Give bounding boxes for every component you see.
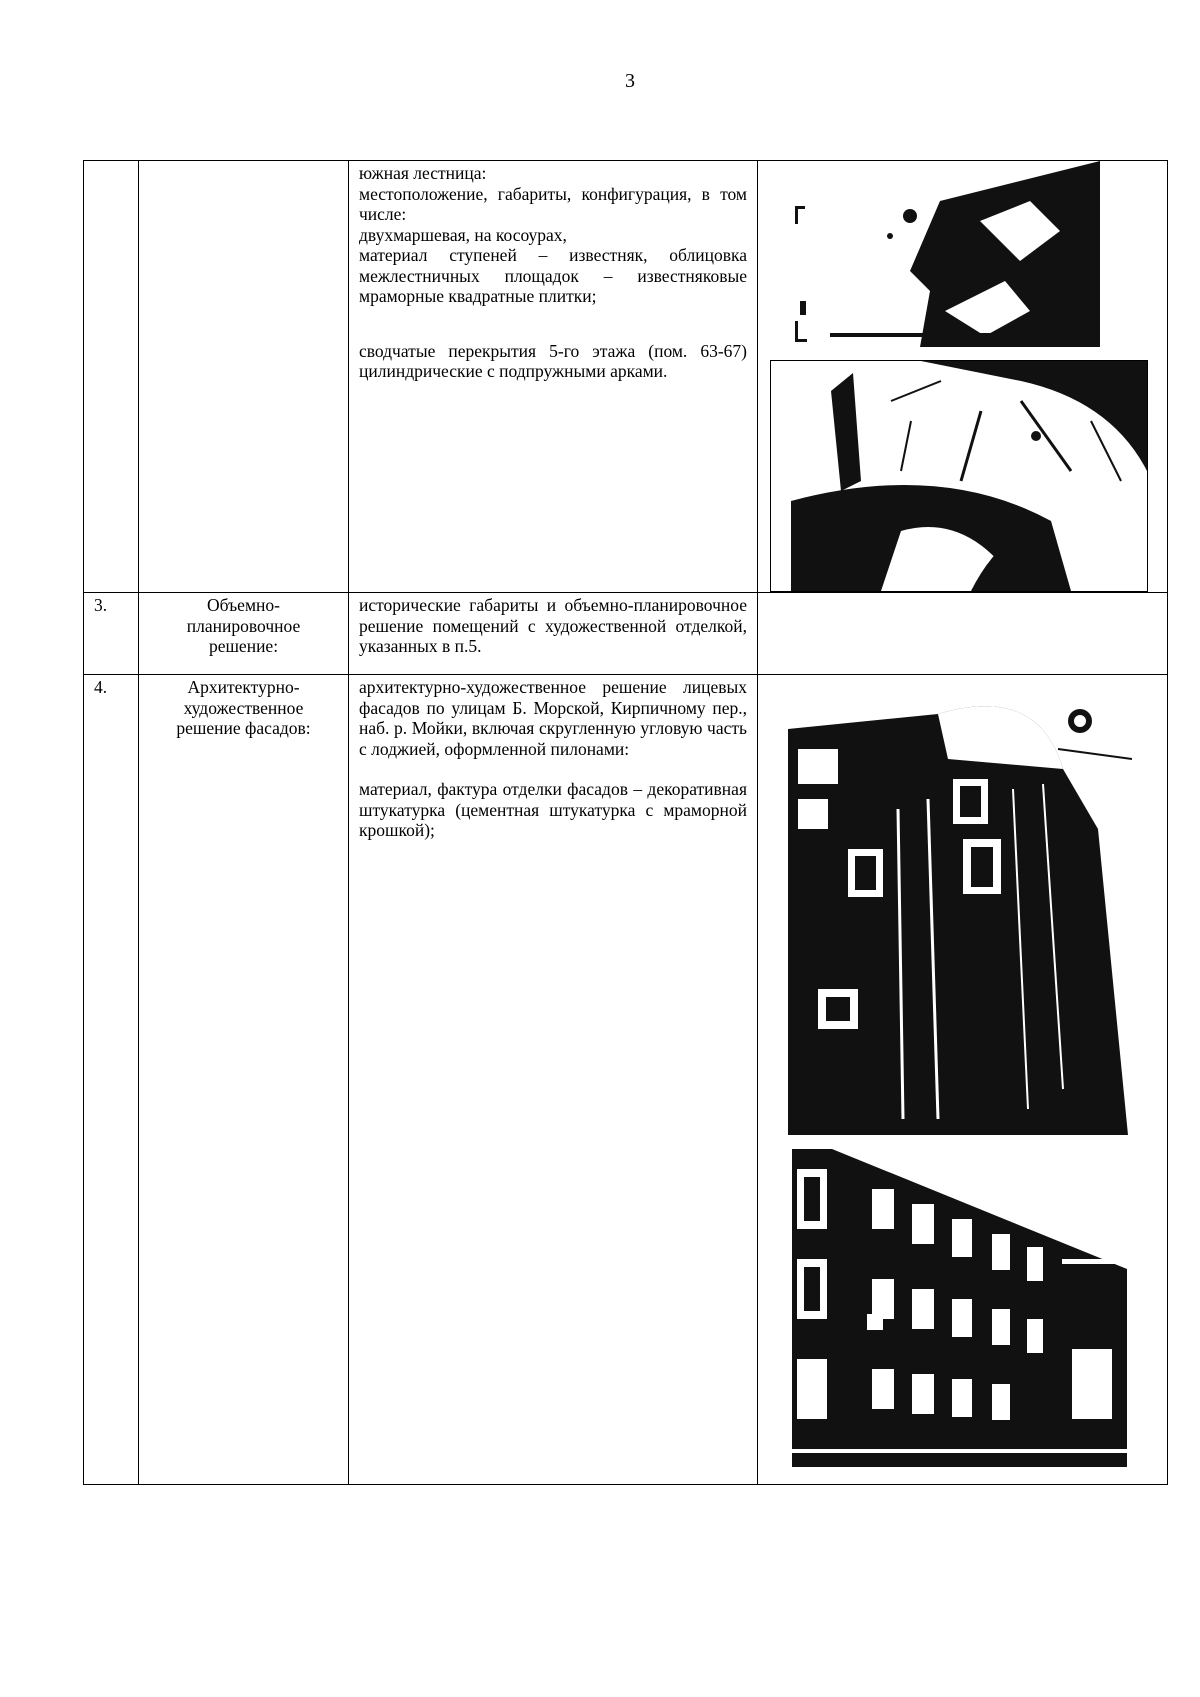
description-line: материал ступеней – известняк, облицовка межлестничных площадок – известняковые мраморные квадратные плитки; [359,245,747,306]
vault-photo [770,360,1148,592]
row-number: 3. [84,593,139,675]
row-description [349,593,758,675]
description-line: сводчатые перекрытия 5-го этажа (пом. 63-67) цилиндрические с подпружными арками. [359,340,747,381]
table-row [84,593,1168,675]
description-line: двухмаршевая, на косоурах, [359,224,567,245]
photo-cell [758,675,1168,1485]
monument-subject-table [83,160,1168,1485]
description-line: материал, фактура отделки фасадов – декоративная штукатурка (цементная штукатурка с мраморной крошкой); [359,779,747,840]
row-number [84,161,139,593]
description-line: южная лестница: [359,163,487,183]
staircase-photo [770,161,1100,347]
photo-cell [758,593,1168,675]
page-number: 3 [625,70,635,92]
street-facade-photo [792,1149,1127,1467]
row-description [349,161,758,593]
photo-cell [758,161,1168,593]
table-row [84,161,1168,593]
row-number: 4. [84,675,139,1485]
row-title [139,161,349,593]
corner-facade-photo [788,689,1132,1135]
table-row [84,675,1168,1485]
description-line: архитектурно-художественное решение лицевых фасадов по улицам Б. Морской, Кирпичному пер., наб. р. Мойки, включая скругленную угловую часть с лоджией, оформленной пилонами: [359,677,747,759]
row-description [349,675,758,1485]
description-line: исторические габариты и объемно-планировочное решение помещений с художественной отделкой, указанных в п.5. [359,595,747,656]
row-title: Объемно-планировочное решение: [139,593,349,675]
description-line: местоположение, габариты, конфигурация, в том числе: [359,183,747,224]
row-title: Архитектурно-художественное решение фасадов: [139,675,349,1485]
